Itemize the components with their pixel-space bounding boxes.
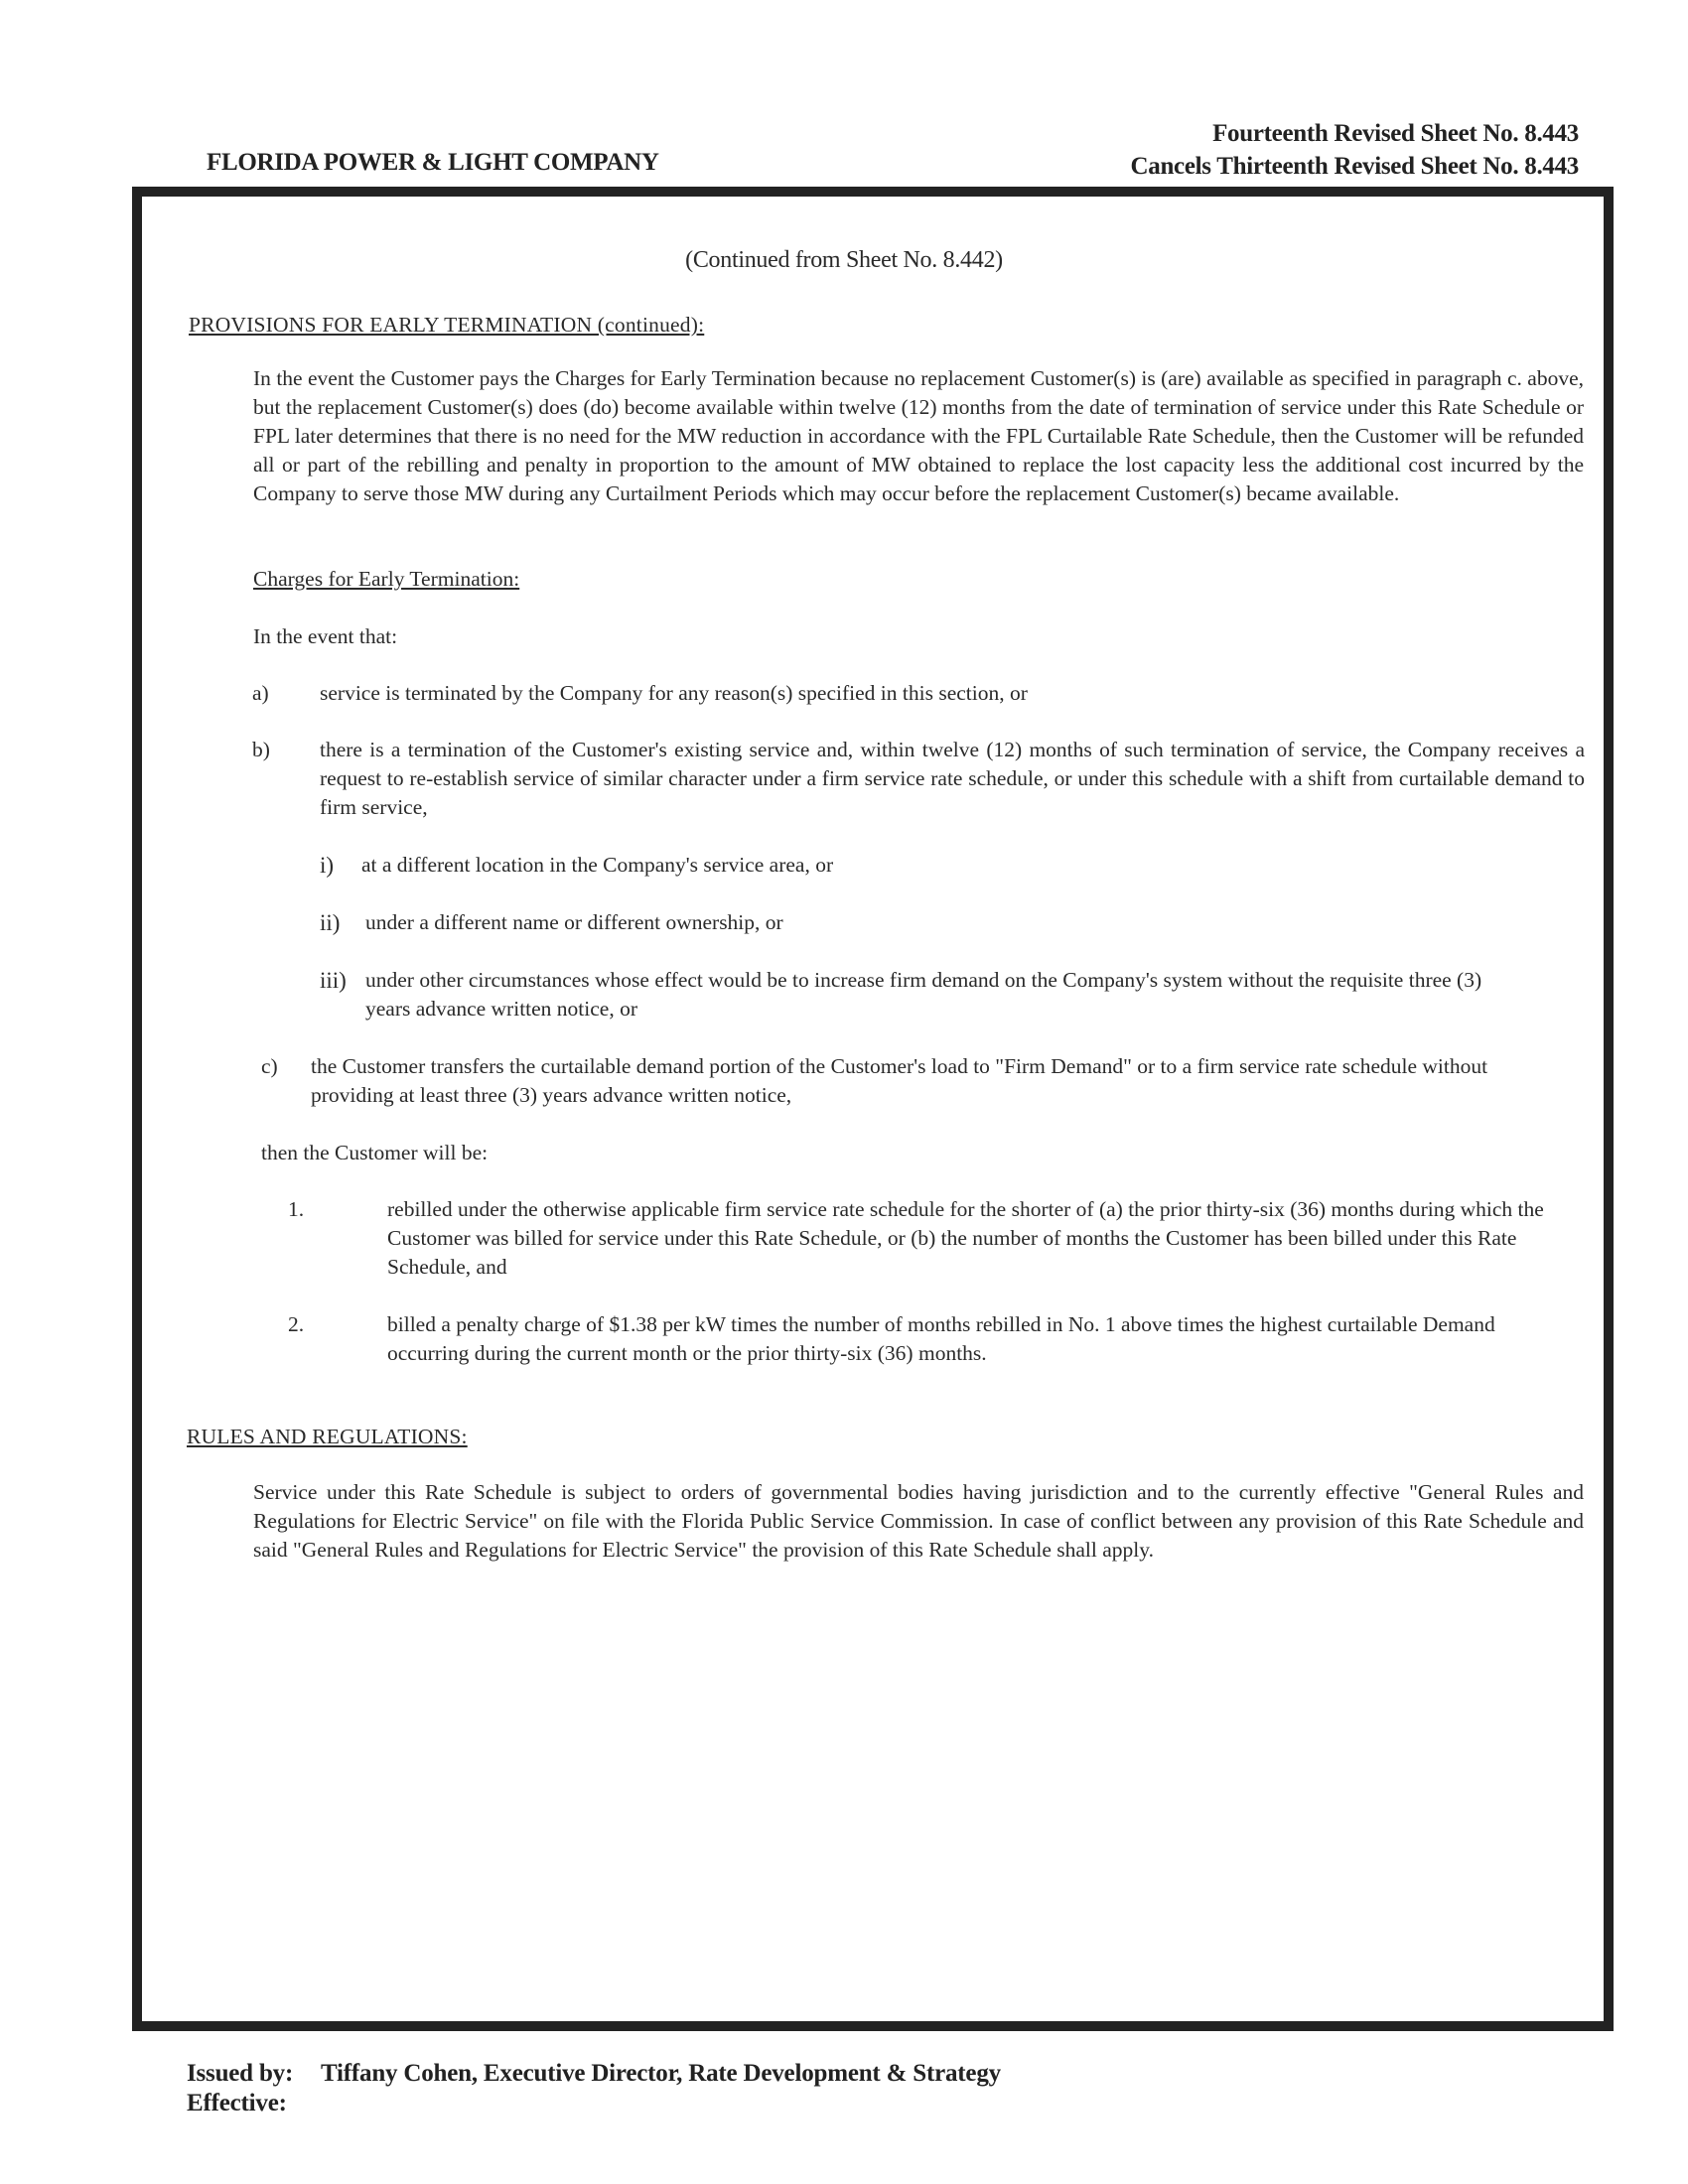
list-item-text: under other circumstances whose effect would be to increase firm demand on the Company's system without the requisite three (3) years advance written notice, or bbox=[365, 968, 1482, 1021]
list-marker: i) bbox=[320, 853, 335, 878]
issued-footer bbox=[187, 2059, 1001, 2118]
effective-line bbox=[187, 2089, 1001, 2118]
list-item-text: under a different name or different ownership, or bbox=[365, 910, 783, 934]
sheet-number: Fourteenth Revised Sheet No. 8.443 bbox=[1212, 120, 1579, 147]
section-heading-early-termination: PROVISIONS FOR EARLY TERMINATION (continued): bbox=[189, 313, 705, 337]
continued-note: (Continued from Sheet No. 8.442) bbox=[685, 247, 1003, 273]
list-marker: ii) bbox=[320, 910, 341, 935]
rules-paragraph: Service under this Rate Schedule is subject to orders of governmental bodies having jurisdiction and to the currently effective "General Rules and Regulations for Electric Service" on file with the Florida Public Service Commission. In case of conflict between any provision of this Rate Schedule and said "General Rules and Regulations for Electric Service" the provision of this Rate Schedule shall apply. bbox=[253, 1480, 1584, 1562]
list-item-text: billed a penalty charge of $1.38 per kW times the number of months rebilled in No. 1 above times the highest curtailable Demand occurring during the current month or the prior thirty-six (36) months. bbox=[387, 1312, 1495, 1365]
issued-by-value: Tiffany Cohen, Executive Director, Rate Development & Strategy bbox=[321, 2060, 1001, 2087]
list-marker: 1. bbox=[288, 1197, 305, 1221]
list-item-text: the Customer transfers the curtailable demand portion of the Customer's load to "Firm Demand" or to a firm service rate schedule without providing at least three (3) years advance written notice, bbox=[311, 1054, 1488, 1107]
effective-label: Effective: bbox=[187, 2090, 287, 2116]
section-heading-rules: RULES AND REGULATIONS: bbox=[187, 1425, 468, 1448]
company-name: FLORIDA POWER & LIGHT COMPANY bbox=[207, 149, 659, 176]
sheet-number-block bbox=[1131, 117, 1580, 183]
list-item-text: there is a termination of the Customer's existing service and, within twelve (12) months of such termination of service, the Company receives a request to re-establish service of similar character under a firm service rate schedule, or under this schedule with a shift from curtailable demand to firm service, bbox=[320, 738, 1585, 819]
list-marker: b) bbox=[252, 738, 270, 761]
list-marker: 2. bbox=[288, 1312, 305, 1336]
list-marker: c) bbox=[261, 1054, 278, 1078]
list-marker: iii) bbox=[320, 968, 347, 993]
then-text: then the Customer will be: bbox=[261, 1141, 489, 1164]
list-item-text: at a different location in the Company's service area, or bbox=[361, 853, 834, 877]
issued-by-label: Issued by: bbox=[187, 2060, 294, 2087]
list-item-text: rebilled under the otherwise applicable firm service rate schedule for the shorter of (a) the prior thirty-six (36) months during which the Customer was billed for service under this Rate Schedule, or (b) the number of months the Customer has been billed under this Rate Schedule, and bbox=[387, 1197, 1544, 1279]
list-item-text: service is terminated by the Company for any reason(s) specified in this section, or bbox=[320, 681, 1028, 705]
refund-paragraph: In the event the Customer pays the Charges for Early Termination because no replacement Customer(s) is (are) available as specified in paragraph c. above, but the replacement Customer(s) does (do) become available within twelve (12) months from the date of termination of service under this Rate Schedule or FPL later determines that there is no need for the MW reduction in accordance with the FPL Curtailable Rate Schedule, then the Customer will be refunded all or part of the rebilling and penalty in proportion to the amount of MW obtained to replace the lost capacity less the additional cost incurred by the Company to serve those MW during any Curtailment Periods which may occur before the replacement Customer(s) became available. bbox=[253, 366, 1584, 505]
charges-heading: Charges for Early Termination: bbox=[253, 567, 520, 591]
in-event-text: In the event that: bbox=[253, 624, 398, 648]
cancels-sheet-number: Cancels Thirteenth Revised Sheet No. 8.443 bbox=[1130, 153, 1579, 180]
issued-by-line bbox=[187, 2059, 1001, 2089]
list-marker: a) bbox=[252, 681, 269, 705]
